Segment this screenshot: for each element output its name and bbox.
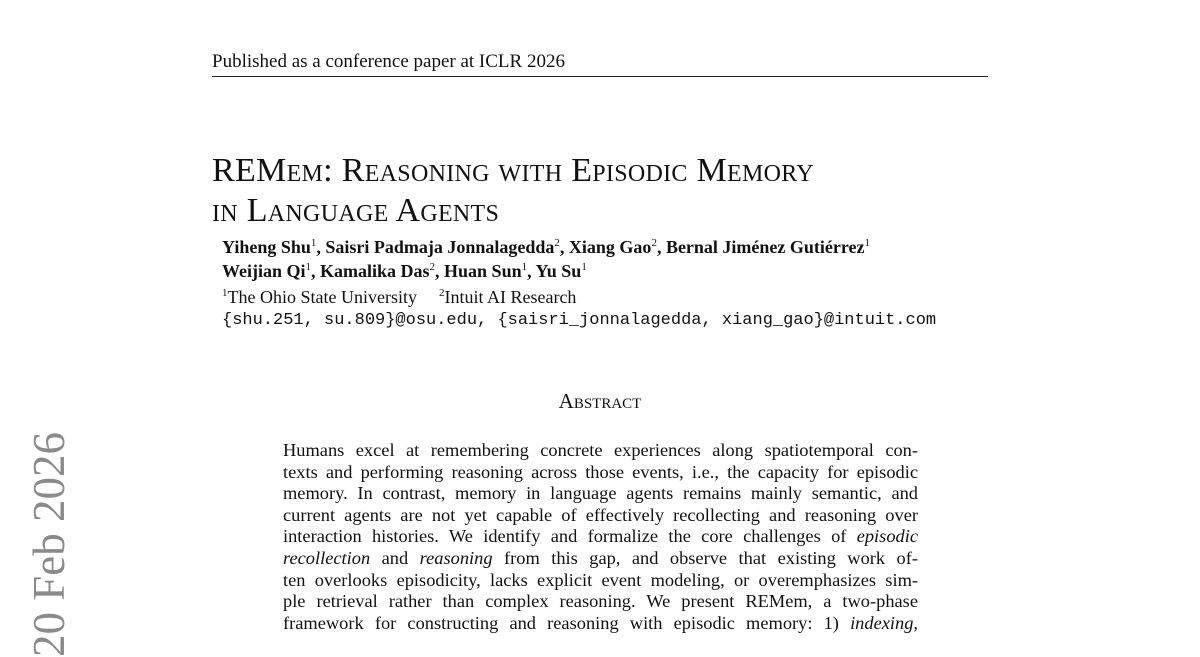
affiliation: $^1$The Ohio State University: [222, 287, 417, 307]
abstract-line: Humans excel at remembering concrete experiences along spatiotemporal con-: [283, 440, 918, 460]
abstract-line: recollection and reasoning from this gap, and observe that existing work of-: [283, 547, 918, 568]
header-rule: [212, 76, 988, 77]
abstract-line: memory. In contrast, memory in language agents remains mainly semantic, and: [283, 483, 918, 504]
abstract-line: current agents are not yet capable of effectively recollecting and reasoning over: [283, 504, 918, 525]
author: Xiang Gao$^2$,: [568, 237, 666, 257]
abstract-line: ten overlooks episodicity, lacks explicit event modeling, or overemphasizes sim-: [283, 569, 918, 590]
abstract-line: ple retrieval rather than complex reasoning. We present REMem, a two-phase: [283, 591, 918, 612]
abstract-line: interaction histories. We identify and formalize the core challenges of episodic: [283, 526, 918, 547]
paper-title-line-2: in Language Agents: [212, 192, 500, 229]
author: Kamalika Das$^2$,: [320, 261, 445, 281]
abstract-heading: Abstract: [558, 389, 642, 413]
abstract-line: framework for constructing and reasoning with episodic memory: 1) indexing,: [283, 612, 918, 633]
author-line-1: [222, 237, 870, 258]
author: Yiheng Shu$^1$,: [222, 237, 326, 257]
abstract-body: [283, 440, 918, 634]
arxiv-sidebar-date: 20 Feb 2026: [24, 432, 74, 657]
author: Weijian Qi$^1$,: [222, 261, 321, 281]
paper-title-line-1: REMem: Reasoning with Episodic Memory: [212, 152, 814, 189]
affiliation: $^2$Intuit AI Research: [438, 287, 577, 307]
author: Yu Su$^1$: [535, 261, 587, 281]
author-emails: {shu.251, su.809}@osu.edu, {saisri_jonnalagedda, xiang_gao}@intuit.com: [222, 311, 937, 330]
author-line-2: [222, 261, 587, 282]
author: Saisri Padmaja Jonnalagedda$^2$,: [325, 237, 569, 257]
author: Huan Sun$^1$,: [444, 261, 536, 281]
abstract-line: texts and performing reasoning across those events, i.e., the capacity for episodic: [283, 461, 918, 482]
author: Bernal Jiménez Gutiérrez$^1$: [665, 237, 871, 257]
running-header: Published as a conference paper at ICLR 2026: [212, 51, 565, 72]
affiliations: [222, 287, 576, 308]
